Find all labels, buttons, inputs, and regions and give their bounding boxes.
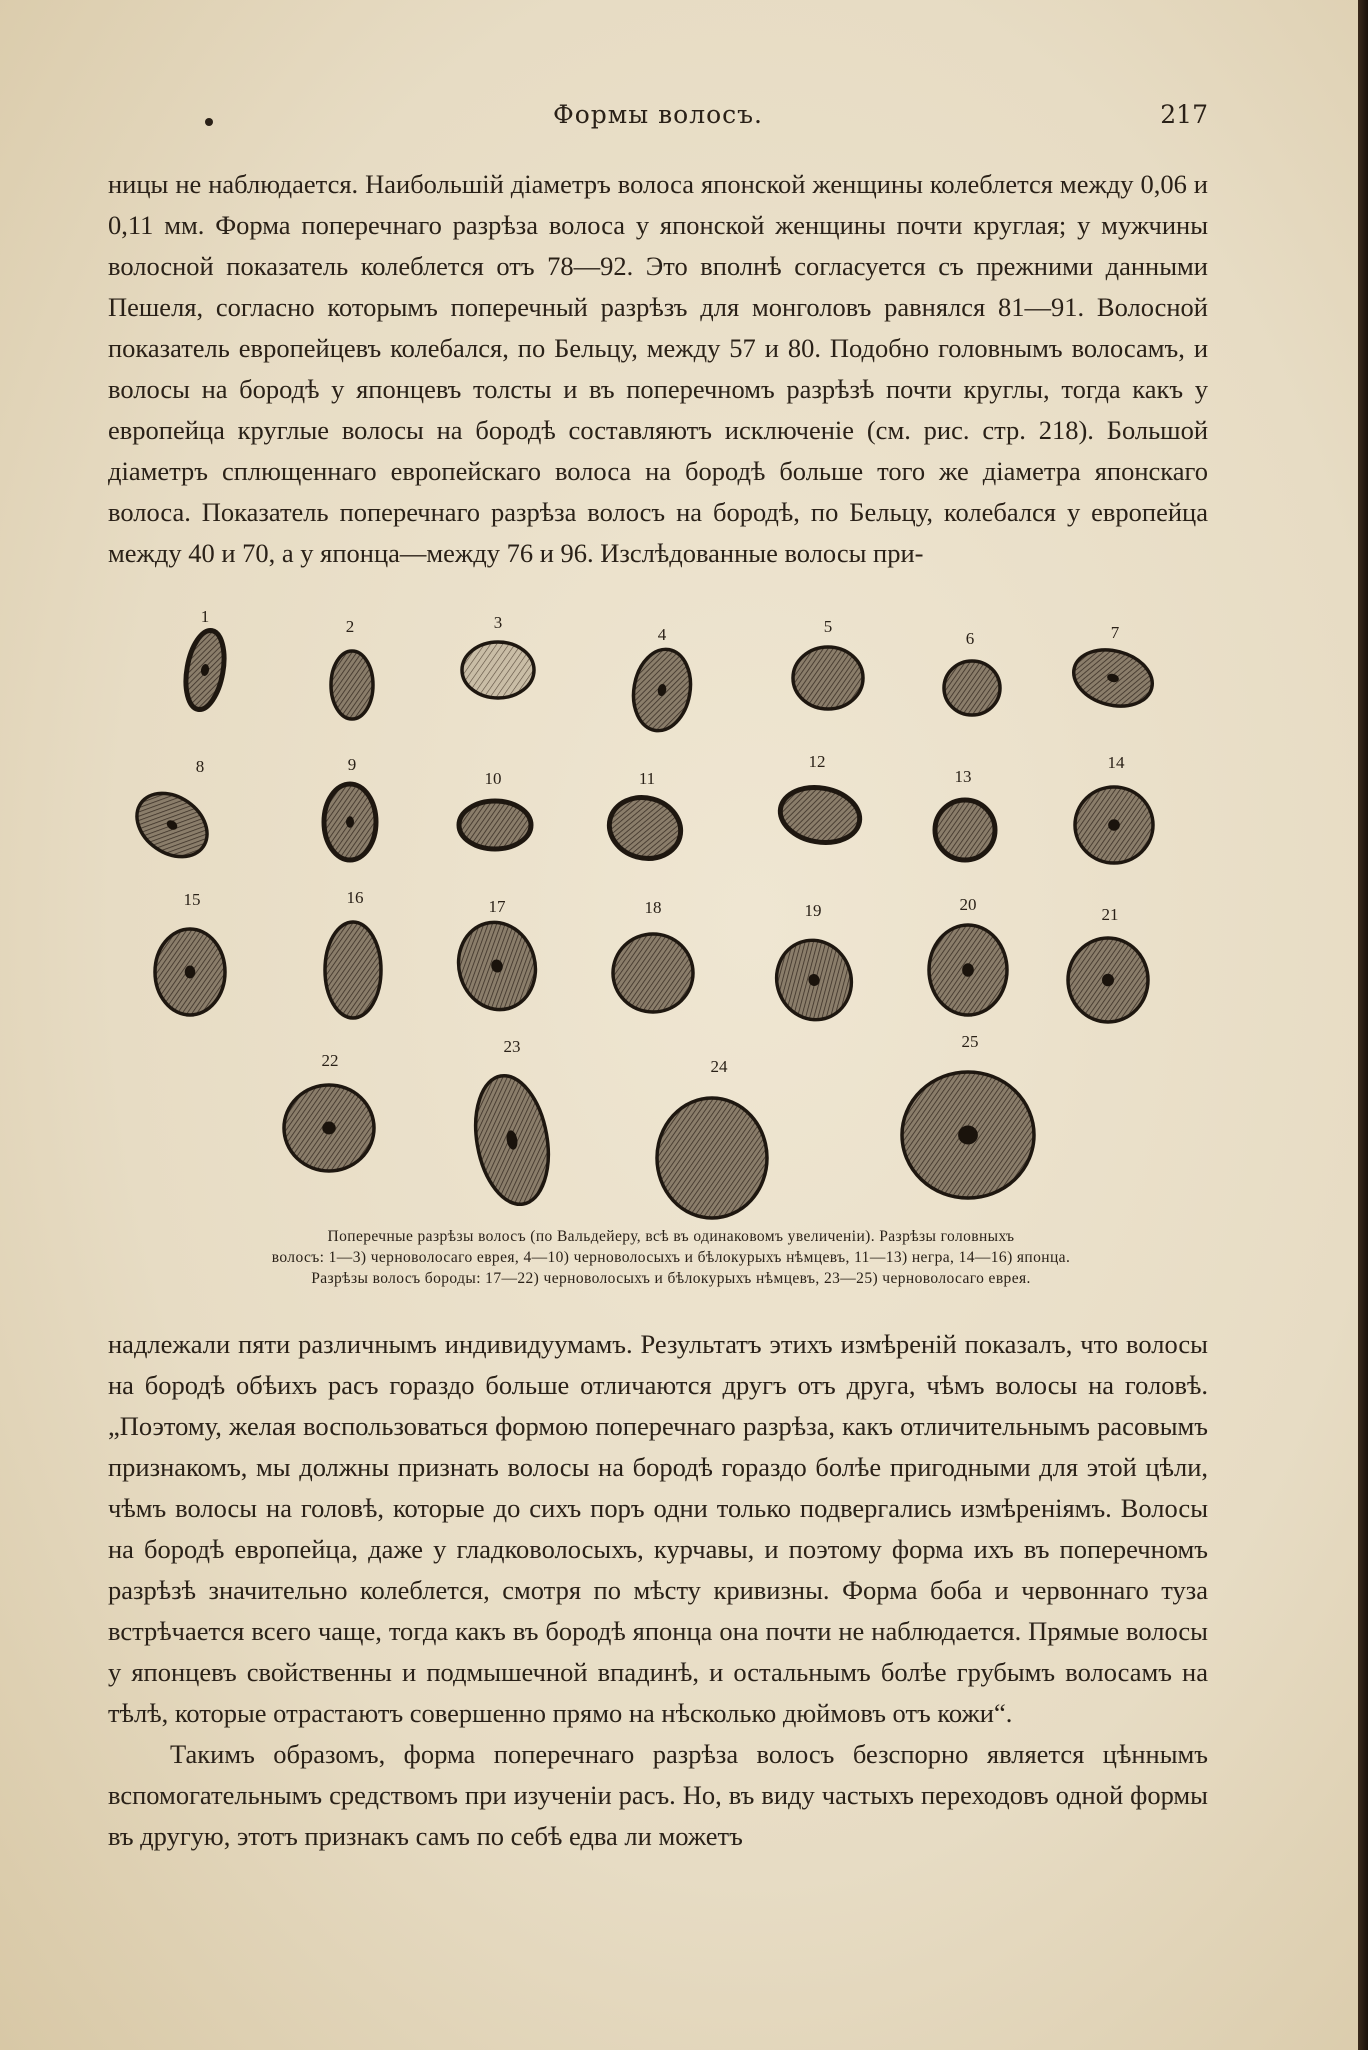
figure-label-14: 14 xyxy=(1107,753,1125,772)
medulla-core xyxy=(185,966,196,979)
medulla-core xyxy=(1108,819,1120,830)
figure-label-5: 5 xyxy=(823,617,833,636)
cross-section-outline xyxy=(462,642,534,698)
figure-label-3: 3 xyxy=(493,613,503,632)
cross-section-7 xyxy=(1067,642,1158,715)
top-paragraph: ницы не наблюдается. Наибольшій діаметръ волоса японской женщины колеблется между 0,06 и 0,11 мм. Форма поперечнаго разрѣза волоса у японской женщины почти круглая; у мужчины волосной показатель колеблется отъ 78—92. Это вполнѣ согласуется съ прежними данными Пешеля, согласно которымъ поперечный разрѣзъ для монголовъ равнялся 81—91. Волосной показатель европейцевъ колебался, по Бельцу, между 57 и 80. Подобно головнымъ волосамъ, и волосы на бородѣ у японцевъ толсты и въ поперечномъ разрѣзѣ почти круглы, тогда какъ у европейца круглые волосы на бородѣ составляютъ исключеніе (см. рис. стр. 218). Большой діаметръ сплющеннаго европейскаго волоса на бородѣ больше того же діаметра японскаго волоса. Показатель поперечнаго разрѣза волосъ на бородѣ, по Бельцу, колебался у европейца между 40 и 70, а у японца—между 76 и 96. Изслѣдованные волосы при- xyxy=(108,169,1208,568)
cross-section-13 xyxy=(935,800,995,860)
cross-section-22 xyxy=(284,1085,374,1171)
figure-label-20: 20 xyxy=(959,895,977,914)
cross-section-8 xyxy=(125,780,219,869)
figure-svg xyxy=(100,600,1210,1220)
cross-section-23 xyxy=(466,1070,558,1210)
page-number: 217 xyxy=(1160,100,1208,129)
cross-section-6 xyxy=(944,661,1000,715)
figure-label-17: 17 xyxy=(488,897,506,916)
figure-label-22: 22 xyxy=(321,1051,339,1070)
figure-label-9: 9 xyxy=(347,755,357,774)
figure-label-21: 21 xyxy=(1101,905,1119,924)
cross-section-outline xyxy=(602,790,687,867)
cross-section-25 xyxy=(902,1072,1034,1198)
figure-label-1: 1 xyxy=(200,607,210,626)
figure-label-23: 23 xyxy=(503,1037,521,1056)
cross-section-3 xyxy=(462,642,534,698)
medulla-core xyxy=(1102,974,1114,987)
cross-section-19 xyxy=(766,930,863,1030)
figure-label-19: 19 xyxy=(804,901,822,920)
figure-label-6: 6 xyxy=(965,629,975,648)
cross-section-16 xyxy=(325,922,381,1018)
figure-label-24: 24 xyxy=(710,1057,728,1076)
figure-label-7: 7 xyxy=(1110,623,1120,642)
medulla-core xyxy=(346,816,354,827)
caption-line-1: Поперечные разрѣзы волосъ (по Вальдейеру, всѣ въ одинаковомъ увеличеніи). Разрѣзы головныхъ xyxy=(327,1228,1015,1245)
cross-section-outline xyxy=(325,922,381,1018)
cross-section-outline xyxy=(459,801,531,849)
cross-section-outline xyxy=(793,647,863,709)
figure-label-10: 10 xyxy=(484,769,502,788)
hair-cross-section-figure xyxy=(100,600,1210,1220)
medulla-core xyxy=(958,1126,978,1145)
figure-label-11: 11 xyxy=(638,769,656,788)
book-spine-edge xyxy=(1358,0,1368,2050)
cross-section-outline xyxy=(657,1098,767,1218)
bottom-text-block xyxy=(108,1324,1208,1857)
bottom-paragraph-2: Такимъ образомъ, форма поперечнаго разрѣза волосъ безспорно является цѣннымъ вспомогательнымъ средствомъ при изученіи расъ. Но, въ виду частыхъ переходовъ одной формы въ другую, этотъ признакъ самъ по себѣ едва ли можетъ xyxy=(108,1739,1208,1851)
cross-section-outline xyxy=(944,661,1000,715)
cross-section-21 xyxy=(1068,938,1148,1022)
cross-section-14 xyxy=(1075,787,1153,863)
figure-label-8: 8 xyxy=(195,757,205,776)
cross-section-5 xyxy=(793,647,863,709)
cross-section-12 xyxy=(776,781,864,848)
cross-section-outline xyxy=(331,651,373,719)
medulla-core xyxy=(962,963,974,977)
figure-label-12: 12 xyxy=(808,752,826,771)
cross-section-10 xyxy=(459,801,531,849)
cross-section-4 xyxy=(627,645,696,735)
cross-section-9 xyxy=(324,784,376,860)
figure-label-16: 16 xyxy=(346,888,364,907)
figure-label-25: 25 xyxy=(961,1032,979,1051)
figure-caption xyxy=(100,1226,1242,1289)
cross-section-outline xyxy=(776,781,864,848)
cross-section-outline xyxy=(613,934,693,1012)
figure-label-4: 4 xyxy=(657,625,667,644)
cross-section-1 xyxy=(180,627,229,712)
top-text-block xyxy=(108,164,1208,574)
cross-section-outline xyxy=(935,800,995,860)
medulla-core xyxy=(322,1122,336,1135)
cross-section-17 xyxy=(449,914,545,1019)
cross-section-15 xyxy=(155,929,225,1015)
cross-section-20 xyxy=(929,925,1007,1015)
figure-label-13: 13 xyxy=(954,767,972,786)
figure-label-15: 15 xyxy=(183,890,201,909)
cross-section-shapes xyxy=(125,627,1159,1218)
running-header xyxy=(108,100,1208,134)
figure-label-18: 18 xyxy=(644,898,662,917)
caption-line-3: Разрѣзы волосъ бороды: 17—22) черноволосыхъ и бѣлокурыхъ нѣмцевъ, 23—25) черноволосаго еврея. xyxy=(311,1270,1031,1287)
cross-section-18 xyxy=(613,934,693,1012)
cross-section-24 xyxy=(657,1098,767,1218)
bottom-paragraph-1: надлежали пяти различнымъ индивидуумамъ. Результатъ этихъ измѣреній показалъ, что волосы на бородѣ обѣихъ расъ гораздо больше отличаются другъ отъ друга, чѣмъ волосы на головѣ. „Поэтому, желая воспользоваться формою поперечнаго разрѣза, какъ отличительнымъ расовымъ признакомъ, мы должны признать волосы на бородѣ гораздо болѣе пригодными для этой цѣли, чѣмъ волосы на головѣ, которые до сихъ поръ одни только подвергались измѣреніямъ. Волосы на бородѣ европейца, даже у гладковолосыхъ, курчавы, и поэтому форма ихъ въ поперечномъ разрѣзѣ значительно колеблется, смотря по мѣсту кривизны. Форма боба и червоннаго туза встрѣчается всего чаще, тогда какъ въ бородѣ японца она почти не наблюдается. Прямые волосы у японцевъ свойственны и подмышечной впадинѣ, и остальнымъ болѣе грубымъ волосамъ на тѣлѣ, которые отрастаютъ совершенно прямо на нѣсколько дюймовъ отъ кожи“. xyxy=(108,1329,1208,1728)
figure-label-2: 2 xyxy=(345,617,355,636)
caption-line-2: волосъ: 1—3) черноволосаго еврея, 4—10) черноволосыхъ и бѣлокурыхъ нѣмцевъ, 11—13) негра, 14—16) японца. xyxy=(271,1249,1071,1266)
running-title: Формы волосъ. xyxy=(552,100,763,129)
cross-section-2 xyxy=(331,651,373,719)
cross-section-11 xyxy=(602,790,687,867)
